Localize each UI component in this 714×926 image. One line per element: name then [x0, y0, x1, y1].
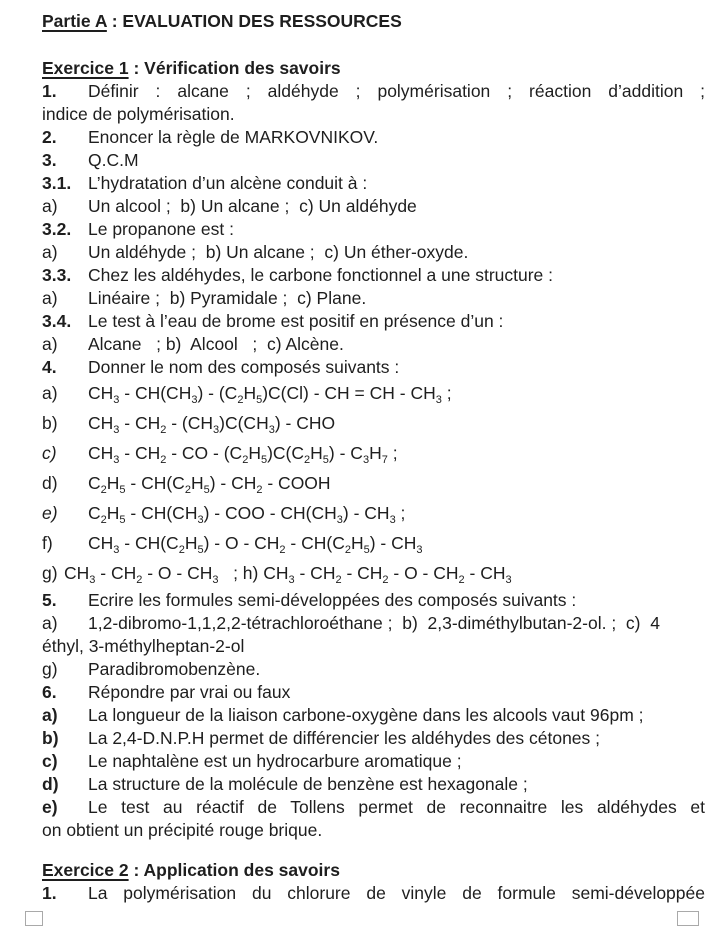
exam-line [42, 819, 705, 842]
exercise2-heading-rest: : Application des savoirs [128, 860, 340, 880]
line-text: La 2,4-D.N.P.H permet de différencier les aldéhydes des cétones ; [88, 728, 601, 748]
exam-line [42, 333, 705, 356]
line-text: La polymérisation du chlorure de vinyle de formule semi-développée [88, 883, 705, 903]
exam-line [42, 727, 705, 750]
exam-line [42, 241, 705, 264]
line-label: g) [42, 659, 58, 679]
line-text: Le test à l’eau de brome est positif en présence d’un : [88, 311, 504, 331]
line-text: on obtient un précipité rouge brique. [42, 820, 323, 840]
exercise1-heading-rest: : Vérification des savoirs [128, 58, 341, 78]
line-label: a) [42, 196, 58, 216]
line-label: b) [42, 413, 58, 433]
line-text: L’hydratation d’un alcène conduit à : [88, 173, 368, 193]
exam-line [42, 195, 705, 218]
exam-line [42, 469, 705, 499]
line-text: Un alcool ; b) Un alcane ; c) Un aldéhyde [88, 196, 417, 216]
line-text: La longueur de la liaison carbone-oxygène dans les alcools vaut 96pm ; [88, 705, 644, 725]
exercise2-heading [42, 858, 705, 882]
line-label: a) [42, 242, 58, 262]
exercise1-heading [42, 56, 705, 80]
exam-line [42, 589, 705, 612]
exam-line [42, 559, 705, 589]
exam-line [42, 796, 705, 819]
line-text: indice de polymérisation. [42, 104, 235, 124]
exercise1-body [42, 80, 705, 842]
line-label: 4. [42, 357, 57, 377]
line-text: Enoncer la règle de MARKOVNIKOV. [88, 127, 379, 147]
exam-line [42, 379, 705, 409]
exam-line [42, 635, 705, 658]
exam-line [42, 499, 705, 529]
exam-line [42, 750, 705, 773]
exam-line [42, 773, 705, 796]
exam-line [42, 658, 705, 681]
line-text: Chez les aldéhydes, le carbone fonctionnel a une structure : [88, 265, 554, 285]
line-text: $CH_3 - CH_2$ - O - $CH_3$ ; h) $CH_3 - CH_2 - CH_2$ - O - $CH_2 - CH_3$ [64, 563, 512, 586]
exercise1-heading-lead: Exercice 1 [42, 58, 129, 78]
line-label: a) [42, 288, 58, 308]
line-text: Un aldéhyde ; b) Un alcane ; c) Un éther-oxyde. [88, 242, 469, 262]
line-text: $C_2H_5 - CH(CH_3)$ - COO - $CH(CH_3) - CH_3$ ; [88, 503, 406, 526]
line-label: 2. [42, 127, 57, 147]
line-text: $CH_3 - CH_2$ - CO - $(C_2H_5)C(C_2H_5) - C_3H_7$ ; [88, 443, 398, 466]
exam-line [42, 172, 705, 195]
exercise2-body [42, 882, 705, 905]
exam-line [42, 287, 705, 310]
line-label: d) [42, 473, 58, 493]
page-title-rest: : EVALUATION DES RESSOURCES [106, 11, 402, 31]
line-label: f) [42, 533, 53, 553]
exam-line [42, 529, 705, 559]
exam-line [42, 882, 705, 905]
line-label: e) [42, 797, 58, 817]
line-text: $C_2H_5 - CH(C_2H_5) - CH_2$ - COOH [88, 473, 331, 496]
line-label: d) [42, 774, 59, 794]
exam-line [42, 704, 705, 727]
line-text: Répondre par vrai ou faux [88, 682, 291, 702]
line-label: 3. [42, 150, 57, 170]
line-text: $CH_3 - CH_2 - (CH_3)C(CH_3)$ - CHO [88, 413, 336, 436]
exam-line [42, 409, 705, 439]
line-text: La structure de la molécule de benzène est hexagonale ; [88, 774, 528, 794]
exam-line [42, 612, 705, 635]
line-label: a) [42, 383, 58, 403]
line-label: b) [42, 728, 59, 748]
exam-line [42, 218, 705, 241]
line-label: e) [42, 503, 58, 523]
line-text: Q.C.M [88, 150, 139, 170]
line-label: 6. [42, 682, 57, 702]
exam-line [42, 681, 705, 704]
line-label: 1. [42, 883, 57, 903]
line-label: g) [42, 563, 58, 583]
line-label: 5. [42, 590, 57, 610]
line-label: 3.3. [42, 265, 72, 285]
exam-line [42, 149, 705, 172]
line-text: éthyl, 3-méthylheptan-2-ol [42, 636, 245, 656]
line-text: Linéaire ; b) Pyramidale ; c) Plane. [88, 288, 367, 308]
exam-line [42, 80, 705, 103]
exam-line [42, 356, 705, 379]
line-text: $CH_3 - CH(CH_3) - (C_2H_5)C(Cl)$ - CH = CH - $CH_3$ ; [88, 383, 452, 406]
line-label: 1. [42, 81, 57, 101]
line-text: Définir : alcane ; aldéhyde ; polymérisation ; réaction d’addition ; [88, 81, 705, 101]
line-text: Le naphtalène est un hydrocarbure aromatique ; [88, 751, 462, 771]
line-label: 3.4. [42, 311, 72, 331]
exam-line [42, 126, 705, 149]
line-label: c) [42, 751, 58, 771]
line-text: Ecrire les formules semi-développées des composés suivants : [88, 590, 577, 610]
line-label: 3.2. [42, 219, 72, 239]
page-title [42, 9, 705, 33]
line-text: $CH_3 - CH(C_2H_5)$ - O - $CH_2 - CH(C_2H_5) - CH_3$ [88, 533, 423, 556]
line-label: a) [42, 334, 58, 354]
line-text: 1,2-dibromo-1,1,2,2-tétrachloroéthane ; b) 2,3-diméthylbutan-2-ol. ; c) 4 [88, 613, 660, 633]
line-text: Alcane ; b) Alcool ; c) Alcène. [88, 334, 344, 354]
exercise2-heading-lead: Exercice 2 [42, 860, 129, 880]
line-label: a) [42, 705, 58, 725]
line-text: Le propanone est : [88, 219, 234, 239]
line-text: Paradibromobenzène. [88, 659, 261, 679]
exam-line [42, 310, 705, 333]
line-label: a) [42, 613, 58, 633]
line-label: 3.1. [42, 173, 72, 193]
page-title-lead: Partie A [42, 11, 107, 31]
exam-line [42, 264, 705, 287]
line-label: c) [42, 443, 57, 463]
exam-line [42, 439, 705, 469]
line-text: Le test au réactif de Tollens permet de reconnaitre les aldéhydes et [88, 797, 705, 817]
line-text: Donner le nom des composés suivants : [88, 357, 400, 377]
exam-line [42, 103, 705, 126]
